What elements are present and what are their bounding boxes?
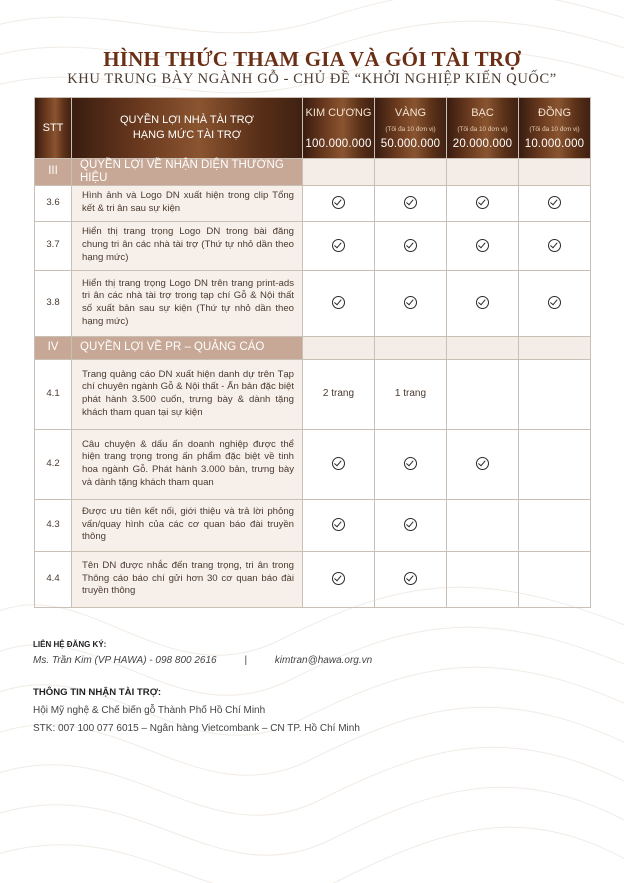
row-cell (303, 185, 375, 221)
row-cell (519, 270, 591, 336)
contact-line (33, 655, 372, 666)
check-circle-icon (476, 296, 489, 309)
tier-name: BẠC (471, 107, 494, 119)
row-cell (447, 185, 519, 221)
table-row (35, 221, 591, 270)
col-header-tier-bac (447, 98, 519, 159)
check-circle-icon (332, 572, 345, 585)
row-cell (447, 270, 519, 336)
check-circle-icon (548, 196, 561, 209)
contact-person: Ms. Trần Kim (VP HAWA) - 098 800 2616 (33, 655, 217, 666)
table-header-row (35, 98, 591, 159)
row-cell (375, 551, 447, 607)
col-header-tier-vang (375, 98, 447, 159)
check-circle-icon (332, 196, 345, 209)
col-header-tier-kimcuong (303, 98, 375, 159)
row-cell (519, 499, 591, 551)
row-cell (375, 499, 447, 551)
table-row (35, 185, 591, 221)
row-cell (519, 221, 591, 270)
col-header-benefit (72, 98, 303, 159)
row-number: 4.1 (35, 359, 72, 429)
row-cell (375, 221, 447, 270)
page-title: HÌNH THỨC THAM GIA VÀ GÓI TÀI TRỢ (103, 47, 521, 71)
row-description: Hiển thị trang trọng Logo DN trên trang print-ads tri ân các nhà tài trợ trong tạp chí Gỗ & Nội thất số xuất bản sau sự kiện (Thứ tự nhỏ dần theo hạng mức) (72, 270, 303, 336)
row-cell (303, 270, 375, 336)
row-description: Hiển thị trang trọng Logo DN trong bài đăng chung tri ân các nhà tài trợ (Thứ tự nhỏ dần theo hạng mức) (72, 221, 303, 270)
check-circle-icon (476, 457, 489, 470)
check-circle-icon (332, 239, 345, 252)
row-number: 3.7 (35, 221, 72, 270)
tier-limit: (Tối đa 10 đơn vị) (529, 126, 580, 133)
row-cell (447, 551, 519, 607)
row-number: 4.4 (35, 551, 72, 607)
row-cell (375, 185, 447, 221)
row-number: 4.2 (35, 429, 72, 499)
check-circle-icon (404, 296, 417, 309)
table-row (35, 499, 591, 551)
check-circle-icon (332, 296, 345, 309)
check-circle-icon (332, 518, 345, 531)
row-cell (447, 221, 519, 270)
row-cell (447, 359, 519, 429)
section-number: IV (35, 336, 72, 359)
section-title: QUYỀN LỢI VỀ PR – QUẢNG CÁO (72, 336, 303, 359)
col-header-tier-dong (519, 98, 591, 159)
tier-name: KIM CƯƠNG (305, 107, 372, 119)
row-description: Câu chuyện & dấu ấn doanh nghiệp được thể hiện trang trọng trong ấn phẩm đặc biệt về tinh hoa ngành Gỗ. Phát hành 3.000 bản, trưng bày và dành tặng khách tham quan (72, 429, 303, 499)
section-number: III (35, 159, 72, 186)
row-number: 4.3 (35, 499, 72, 551)
tier-price: 100.000.000 (305, 138, 372, 150)
row-cell (447, 429, 519, 499)
tier-limit: (Tối đa 10 đơn vị) (385, 126, 436, 133)
section-row-iii (35, 159, 591, 186)
row-description: Được ưu tiên kết nối, giới thiệu và trả lời phỏng vấn/quay hình của các cơ quan báo đài truyền thông (72, 499, 303, 551)
sponsorship-table (34, 97, 591, 608)
row-cell: 2 trang (303, 359, 375, 429)
row-cell (519, 429, 591, 499)
tier-name: VÀNG (394, 107, 427, 119)
contact-label: LIÊN HỆ ĐĂNG KÝ: (33, 640, 107, 649)
row-cell (375, 270, 447, 336)
check-circle-icon (404, 196, 417, 209)
section-row-iv (35, 336, 591, 359)
tier-price: 50.000.000 (380, 138, 441, 150)
sponsor-info-label: THÔNG TIN NHẬN TÀI TRỢ: (33, 687, 162, 698)
col-header-stt: STT (35, 98, 72, 159)
row-cell (303, 429, 375, 499)
row-cell (303, 499, 375, 551)
row-cell: 1 trang (375, 359, 447, 429)
row-description: Trang quảng cáo DN xuất hiện danh dự trên Tạp chí chuyên ngành Gỗ & Nội thất - Ấn bản đặc biệt phát hành 3.500 cuốn, trưng bày & dành tặng khách tham quan tại sự kiện (72, 359, 303, 429)
contact-separator: | (244, 655, 247, 666)
row-cell (519, 359, 591, 429)
check-circle-icon (476, 196, 489, 209)
check-circle-icon (476, 239, 489, 252)
check-circle-icon (404, 457, 417, 470)
tier-price: 10.000.000 (524, 138, 585, 150)
tier-price: 20.000.000 (452, 138, 513, 150)
row-cell (303, 551, 375, 607)
row-number: 3.8 (35, 270, 72, 336)
page-subtitle: KHU TRUNG BÀY NGÀNH GỖ - CHỦ ĐỀ “KHỞI NGHIỆP KIẾN QUỐC” (67, 71, 557, 87)
check-circle-icon (404, 518, 417, 531)
row-cell (375, 429, 447, 499)
sponsor-info-org: Hội Mỹ nghệ & Chế biến gỗ Thành Phố Hồ Chí Minh (33, 705, 266, 716)
row-cell (519, 551, 591, 607)
check-circle-icon (404, 572, 417, 585)
check-circle-icon (548, 239, 561, 252)
section-title: QUYỀN LỢI VỀ NHẬN DIỆN THƯƠNG HIỆU (72, 159, 303, 186)
row-cell (303, 221, 375, 270)
contact-email[interactable]: kimtran@hawa.org.vn (274, 655, 373, 666)
col-header-benefit-line1: QUYỀN LỢI NHÀ TÀI TRỢ (120, 114, 254, 126)
table-row (35, 270, 591, 336)
table-row (35, 429, 591, 499)
tier-name: ĐỒNG (538, 107, 571, 119)
table-row (35, 359, 591, 429)
check-circle-icon (548, 296, 561, 309)
check-circle-icon (332, 457, 345, 470)
check-circle-icon (404, 239, 417, 252)
col-header-benefit-line2: HẠNG MỨC TÀI TRỢ (132, 129, 242, 141)
row-cell (447, 499, 519, 551)
sponsor-info-account: STK: 007 100 077 6015 – Ngân hàng Vietcombank – CN TP. Hồ Chí Minh (33, 723, 360, 734)
row-description: Hình ảnh và Logo DN xuất hiện trong clip Tổng kết & tri ân sau sự kiện (72, 185, 303, 221)
row-description: Tên DN được nhắc đến trang trọng, tri ân trong Thông cáo báo chí gửi hơn 30 cơ quan báo đài truyền thông (72, 551, 303, 607)
tier-limit: (Tối đa 10 đơn vị) (457, 126, 508, 133)
table-row (35, 551, 591, 607)
row-number: 3.6 (35, 185, 72, 221)
row-cell (519, 185, 591, 221)
